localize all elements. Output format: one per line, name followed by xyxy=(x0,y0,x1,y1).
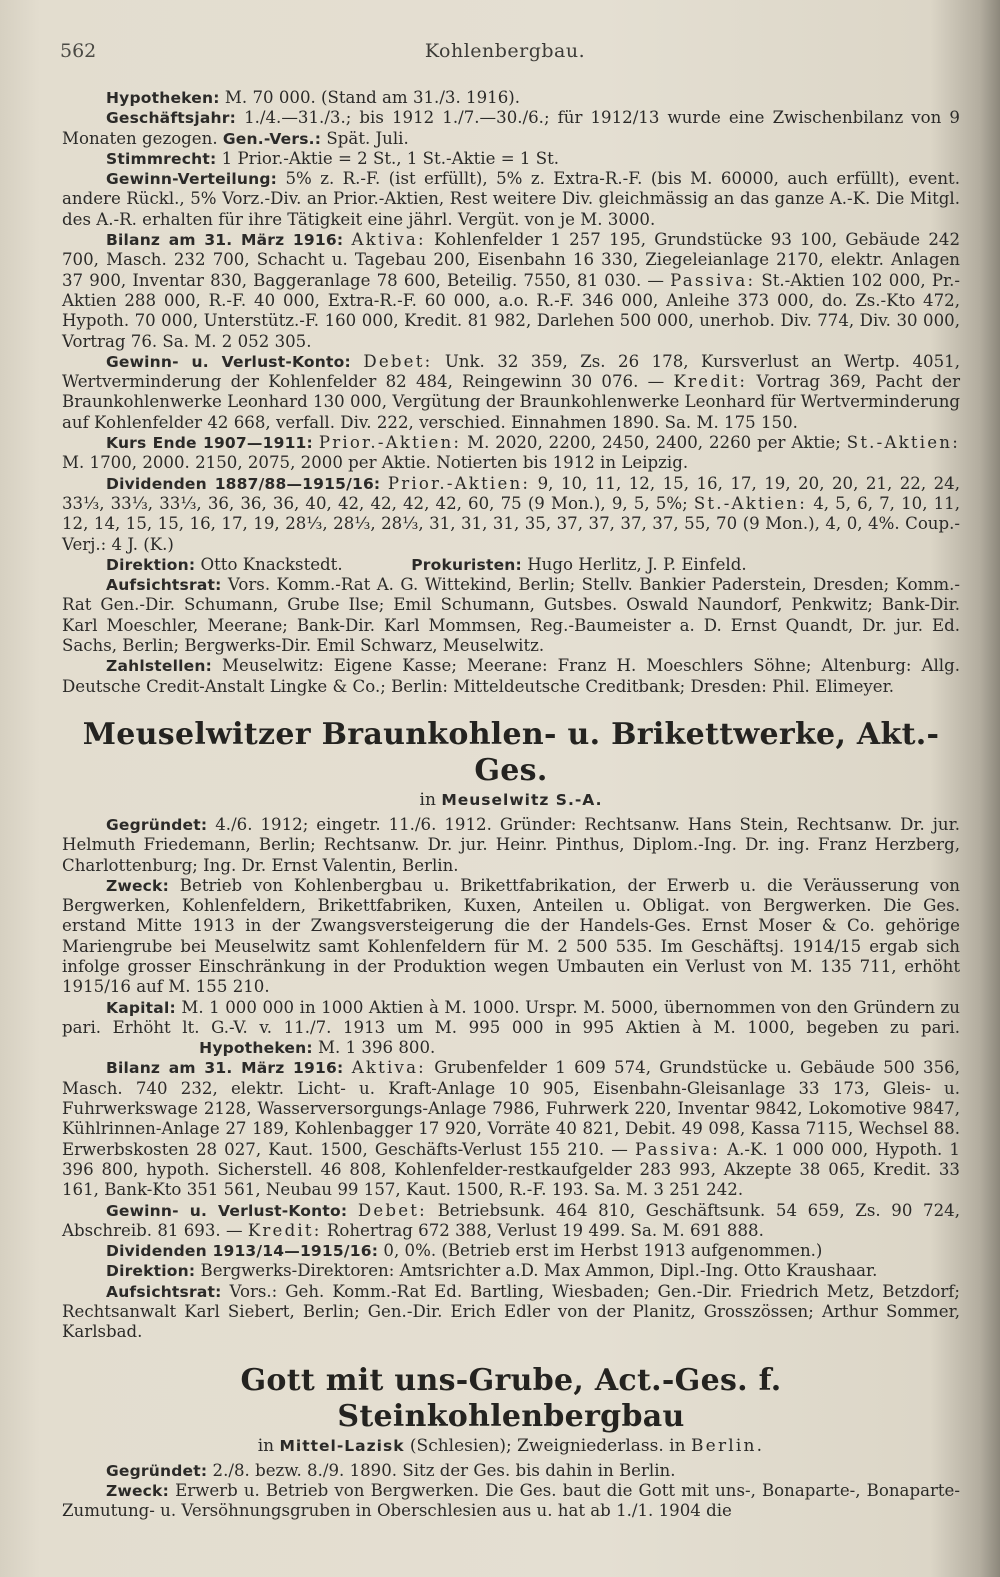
gewinn-verteilung-entry xyxy=(62,169,960,230)
field-label: Dividenden 1913/14—1915/16: xyxy=(106,1242,379,1261)
field-label: Gegründet: xyxy=(106,1461,208,1480)
dividenden-entry xyxy=(62,1241,960,1261)
kredit-label: Kredit: xyxy=(247,1220,322,1240)
location-city: Meuselwitz S.-A. xyxy=(441,790,603,809)
field-text: A.-K. 1 000 000, Hypoth. 1 396 800, hypoth. Sicherstell. 46 808, Kohlenfelder-restkaufgelder 283 993, Akzepte 38 065, Kredit. 33 161, Bank-Kto 351 561, Neubau 99 157, Kaut. 1500, R.-F. 193. Sa. M. 3 251 242. xyxy=(62,1139,960,1200)
field-text: 9, 10, 11, 12, 15, 16, 17, 19, 20, 20, 21, 22, 24, 33⅓, 33⅓, 33⅓, 36, 36, 36, 40, 42, 42, 42, 42, 60, 75 (9 Mon.), 9, 5, 5%; xyxy=(62,473,961,513)
field-label: Prokuristen: xyxy=(411,555,522,574)
field-text: Bergwerks-Direktoren: Amtsrichter a.D. Max Ammon, Dipl.-Ing. Otto Kraushaar. xyxy=(195,1261,878,1281)
field-text: Erwerb u. Betrieb von Bergwerken. Die Ges. baut die Gott mit uns-, Bonaparte-, Bonaparte-Zumutung- u. Versöhnungsgruben in Oberschlesien aus u. hat ab 1./1. 1904 die xyxy=(62,1480,960,1521)
field-text: Rohertrag 672 388, Verlust 19 499. Sa. M. 691 888. xyxy=(321,1220,764,1240)
hypotheken-entry xyxy=(62,88,960,108)
field-text: Spät. Juli. xyxy=(321,128,409,148)
debet-label: Debet: xyxy=(357,1200,427,1220)
st-aktien-label: St.-Aktien: xyxy=(693,493,808,513)
passiva-label: Passiva: xyxy=(670,270,756,290)
running-head: Kohlenbergbau. xyxy=(424,40,586,62)
previous-company-entry xyxy=(62,88,960,697)
location-city-2: Berlin. xyxy=(690,1435,765,1456)
field-text: Vors.: Geh. Komm.-Rat Ed. Bartling, Wiesbaden; Gen.-Dir. Friedrich Metz, Betzdorf; Rechtsanwalt Karl Siebert, Berlin; Gen.-Dir. Erich Edler von der Planitz, Grosszössen; Arthur Sommer, Karlsbad. xyxy=(62,1281,960,1342)
field-label: Gewinn-Verteilung: xyxy=(106,170,278,189)
field-text: Meuselwitz: Eigene Kasse; Meerane: Franz H. Moeschlers Söhne; Altenburg: Allg. Deutsche Credit-Anstalt Lingke & Co.; Berlin: Mitteldeutsche Creditbank; Dresden: Phil. Elimeyer. xyxy=(62,656,960,696)
gewinn-verlust-entry xyxy=(62,352,960,433)
field-label: Zahlstellen: xyxy=(106,657,212,676)
field-text: 4, 5, 6, 7, 10, 11, 12, 14, 15, 15, 16, 17, 19, 28⅓, 28⅓, 28⅓, 31, 31, 31, 35, 37, 37, 37, 37, 55, 70 (9 Mon.), 4, 0, 4%. Coup.-Verj.: 4 J. (K.) xyxy=(62,493,960,554)
company-entry-meuselwitzer xyxy=(62,717,960,1343)
field-label: Gewinn- u. Verlust-Konto: xyxy=(106,1201,348,1220)
aufsichtsrat-entry xyxy=(62,1282,960,1343)
field-text: M. 1 396 800. xyxy=(312,1038,436,1058)
field-text: Betriebsunk. 464 810, Geschäftsunk. 54 659, Zs. 90 724, Abschreib. 81 693. — xyxy=(62,1200,960,1240)
field-text: 0, 0%. (Betrieb erst im Herbst 1913 aufgenommen.) xyxy=(378,1241,823,1261)
field-text: 5% z. R.-F. (ist erfüllt), 5% z. Extra-R.-F. (bis M. 60000, auch erfüllt), event. andere Rückl., 5% Vorz.-Div. an Prior.-Aktien, Rest weitere Div. gleichmässig an das ganze A.-K. Die Mitgl. des A.-R. erhalten für ihre Tätigkeit eine jährl. Vergüt. von je M. 3000. xyxy=(62,169,960,229)
field-label: Hypotheken: xyxy=(199,1039,313,1058)
aktiva-label: Aktiva: xyxy=(351,1058,426,1078)
page-header xyxy=(60,32,950,68)
direktion-entry xyxy=(62,555,960,575)
field-text: Hugo Herlitz, J. P. Einfeld. xyxy=(521,554,747,574)
field-label: Direktion: xyxy=(106,1262,196,1281)
prior-aktien-label: Prior.-Aktien: xyxy=(387,473,531,493)
kredit-label: Kredit: xyxy=(673,372,748,392)
company-title: Gott mit uns-Grube, Act.-Ges. f. Steinkohlenbergbau xyxy=(240,1362,782,1434)
page-number: 562 xyxy=(60,40,97,62)
company-location xyxy=(62,789,960,811)
field-text: 1./4.—31./3.; bis 1912 1./7.—30./6.; für 1912/13 wurde eine Zwischenbilanz von 9 Monaten gezogen. xyxy=(62,108,960,148)
field-text: Otto Knackstedt. xyxy=(195,554,348,574)
bilanz-entry xyxy=(62,1058,960,1200)
field-text: M. 1 000 000 in 1000 Aktien à M. 1000. Urspr. M. 5000, übernommen von den Gründern zu pari. Erhöht lt. G.-V. v. 11./7. 1913 um M. 995 000 in 995 Aktien à M. 1000, begeben zu pari. xyxy=(62,997,960,1037)
field-text: Grubenfelder 1 609 574, Grundstücke u. Gebäude 500 356, Masch. 740 232, elektr. Licht- u. Kraft-Anlage 10 905, Eisenbahn-Gleisanlage 33 173, Gleis- u. Fuhrwerkswage 2128, Wasserversorgungs-Anlage 7986, Fuhrwerk 220, Inventar 9842, Lokomotive 9847, Kühlrinnen-Anlage 27 189, Kohlenbagger 17 920, Vorräte 40 821, Debit. 49 098, Kassa 7115, Wechsel 88. Erwerbskosten 28 027, Kaut. 1500, Geschäfts-Verlust 155 210. — xyxy=(62,1058,961,1159)
field-label: Zweck: xyxy=(106,1481,169,1500)
location-city: Mittel-Lazisk xyxy=(279,1436,405,1455)
field-label: Kurs Ende 1907—1911: xyxy=(106,434,313,453)
stimmrecht-entry xyxy=(62,149,960,169)
company-title: Meuselwitzer Braunkohlen- u. Brikettwerke, Akt.-Ges. xyxy=(82,716,940,788)
company-entry-gott-mit-uns xyxy=(62,1363,960,1522)
page-body xyxy=(62,88,960,1522)
location-prefix: in xyxy=(419,789,442,810)
field-text: M. 70 000. (Stand am 31./3. 1916). xyxy=(219,88,521,107)
field-label: Hypotheken: xyxy=(106,89,220,107)
gewinn-verlust-entry xyxy=(62,1201,960,1242)
gegruendet-entry xyxy=(62,1461,960,1481)
field-text: 1 Prior.-Aktie = 2 St., 1 St.-Aktie = 1 St. xyxy=(216,148,560,168)
zahlstellen-entry xyxy=(62,656,960,697)
field-label: Dividenden 1887/88—1915/16: xyxy=(106,474,381,493)
field-text: Vortrag 369, Pacht der Braunkohlenwerke Leonhard 130 000, Vergütung der Braunkohlenwerke Leonhard für Wertverminderung auf Kohlenfelder 42 668, verfall. Div. 222, verschied. Einnahmen 1890. Sa. M. 175 150. xyxy=(62,372,960,432)
field-text: M. 2020, 2200, 2450, 2400, 2260 per Aktie; xyxy=(461,433,847,453)
field-label: Stimmrecht: xyxy=(106,149,217,168)
field-text: Unk. 32 359, Zs. 26 178, Kursverlust an Wertp. 4051, Wertverminderung der Kohlenfelder 82 484, Reingewinn 30 076. — xyxy=(62,351,960,392)
field-label: Aufsichtsrat: xyxy=(106,1282,222,1301)
debet-label: Debet: xyxy=(363,351,433,371)
kurs-entry xyxy=(62,433,960,474)
field-label: Gegründet: xyxy=(106,815,208,834)
location-mid: (Schlesien); Zweigniederlass. in xyxy=(404,1435,691,1456)
zweck-entry xyxy=(62,1481,960,1522)
field-text: St.-Aktien 102 000, Pr.-Aktien 288 000, R.-F. 40 000, Extra-R.-F. 60 000, a.o. R.-F. 346 000, Anleihe 373 000, do. Zs.-Kto 472, Hypoth. 70 000, Unterstütz.-F. 160 000, Kredit. 81 982, Darlehen 500 000, unerhob. Div. 774, Div. 30 000, Vortrag 76. Sa. M. 2 052 305. xyxy=(62,270,960,351)
zweck-entry xyxy=(62,876,960,998)
passiva-label: Passiva: xyxy=(634,1139,721,1159)
location-prefix: in xyxy=(257,1435,280,1456)
field-text: Betrieb von Kohlenbergbau u. Brikettfabrikation, der Erwerb u. die Veräusserung von Bergwerken, Kohlenfeldern, Brikettfabriken, Kuxen, Anteilen u. Obligat. von Bergwerken. Die Ges. erstand Mitte 1913 in der Zwangsversteigerung die der Handels-Ges. Ernst Moser & Co. gehörige Mariengrube bei Meuselwitz samt Kohlenfeldern für M. 2 500 535. Im Geschäftsj. 1914/15 ergab sich infolge grosser Einschränkung in der Produktion wegen Umbauten ein Verlust von M. 135 711, erhöht 1915/16 auf M. 155 210. xyxy=(62,875,960,997)
gegruendet-entry xyxy=(62,815,960,876)
field-label: Gen.-Vers.: xyxy=(222,129,322,148)
field-label: Zweck: xyxy=(106,876,169,895)
field-label: Kapital: xyxy=(106,998,176,1017)
field-label: Gewinn- u. Verlust-Konto: xyxy=(106,352,351,371)
st-aktien-label: St.-Aktien: xyxy=(846,433,960,453)
kapital-entry xyxy=(62,998,960,1059)
aufsichtsrat-entry xyxy=(62,575,960,656)
bilanz-entry xyxy=(62,230,960,352)
field-label: Bilanz am 31. März 1916: xyxy=(106,231,344,250)
field-text: Kohlenfelder 1 257 195, Grundstücke 93 100, Gebäude 242 700, Masch. 232 700, Schacht u. Tagebau 200, Eisenbahn 16 330, Ziegeleianlage 2170, elektr. Anlagen 37 900, Inventar 830, Baggeranlage 78 600, Beteilig. 7550, 81 030. — xyxy=(62,230,960,290)
prior-aktien-label: Prior.-Aktien: xyxy=(318,433,462,453)
field-label: Direktion: xyxy=(106,555,196,574)
field-label: Bilanz am 31. März 1916: xyxy=(106,1059,344,1078)
field-text: Vors. Komm.-Rat A. G. Wittekind, Berlin; Stellv. Bankier Paderstein, Dresden; Komm.-Rat Gen.-Dir. Schumann, Grube Ilse; Emil Schumann, Gutsbes. Oswald Naundorf, Penkwitz; Bank-Dir. Karl Moeschler, Meerane; Bank-Dir. Karl Mommsen, Reg.-Baumeister a. D. Ernst Quandt, Dr. jur. Ed. Sachs, Berlin; Bergwerks-Dir. Emil Schwarz, Meuselwitz. xyxy=(62,575,960,656)
field-text: 2./8. bezw. 8./9. 1890. Sitz der Ges. bis dahin in Berlin. xyxy=(207,1460,676,1480)
field-label: Geschäftsjahr: xyxy=(106,109,236,128)
field-text: M. 1700, 2000. 2150, 2075, 2000 per Aktie. Notierten bis 1912 in Leipzig. xyxy=(62,453,689,473)
field-label: Aufsichtsrat: xyxy=(106,576,222,595)
dividenden-entry xyxy=(62,474,960,555)
field-text: 4./6. 1912; eingetr. 11./6. 1912. Gründer: Rechtsanw. Hans Stein, Rechtsanw. Dr. jur. Helmuth Friedemann, Berlin; Rechtsanw. Dr. jur. Heinr. Pinthus, Diplom.-Ing. Dr. ing. Franz Herzberg, Charlottenburg; Ing. Dr. Ernst Valentin, Berlin. xyxy=(62,814,960,875)
geschaeftsjahr-entry xyxy=(62,108,960,149)
company-location xyxy=(62,1435,960,1457)
aktiva-label: Aktiva: xyxy=(351,230,426,250)
direktion-entry xyxy=(62,1261,960,1281)
